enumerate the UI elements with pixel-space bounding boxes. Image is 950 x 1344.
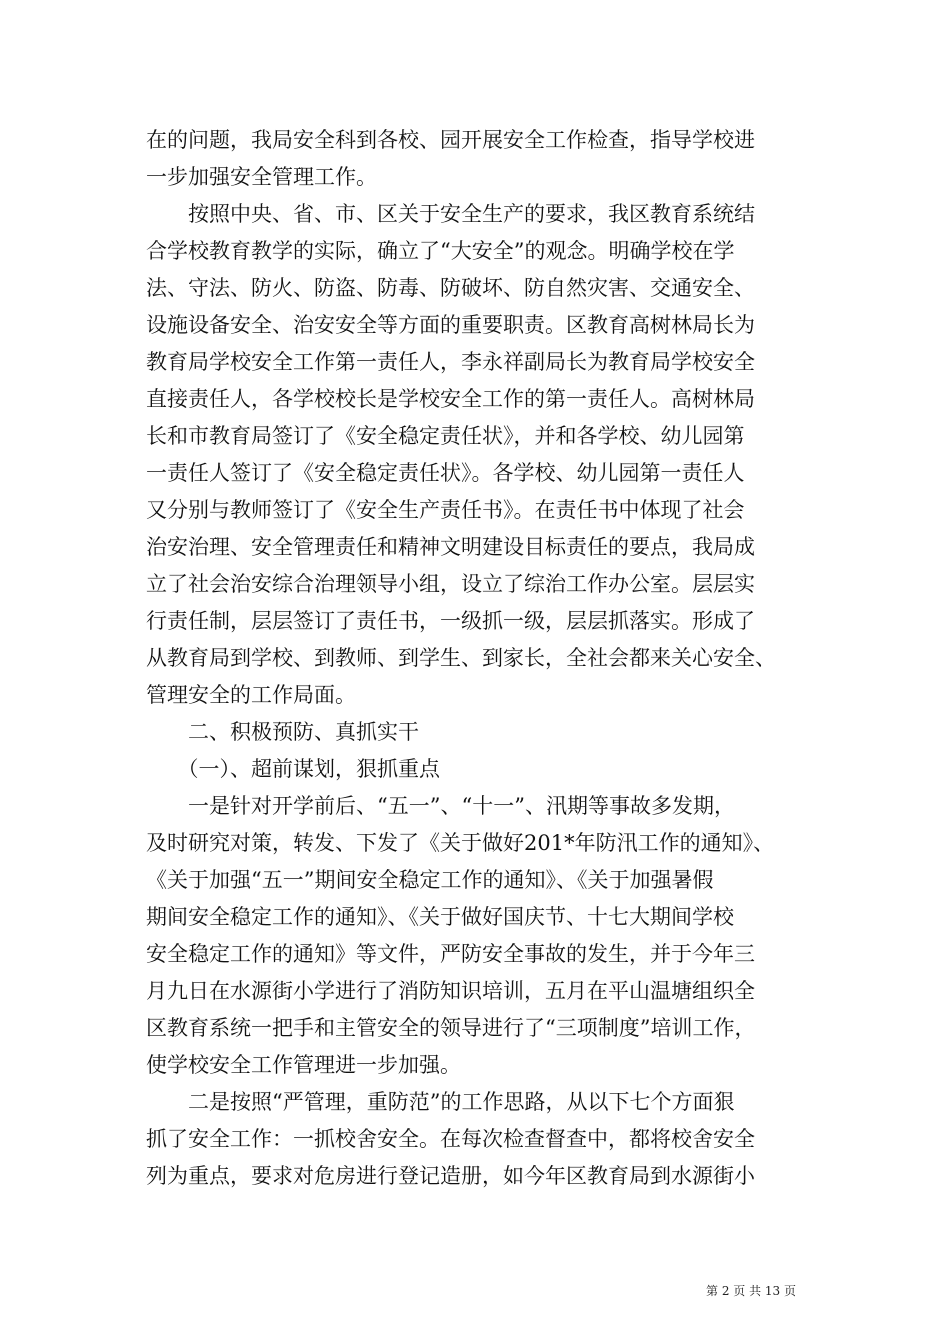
text-line: 管理安全的工作局面。 — [146, 683, 356, 707]
text-line: 从教育局到学校、到教师、到学生、到家长，全社会都来关心安全、 — [146, 646, 776, 670]
text-line: 《关于加强“五一”期间安全稳定工作的通知》、《关于加强暑假 — [146, 868, 714, 892]
text-line: 抓了安全工作：一抓校舍安全。在每次检查督查中，都将校舍安全 — [146, 1127, 755, 1151]
text-line: 一步加强安全管理工作。 — [146, 165, 377, 189]
text-line: 行责任制，层层签订了责任书，一级抓一级，层层抓落实。形成了 — [146, 609, 755, 633]
subsection-heading: （一）、超前谋划，狠抓重点 — [146, 757, 440, 781]
text-line: 一是针对开学前后、“五一”、“十一”、汛期等事故多发期， — [146, 794, 735, 818]
page-number-footer: 第 2 页 共 13 页 — [706, 1284, 796, 1298]
text-line: 使学校安全工作管理进一步加强。 — [146, 1053, 461, 1077]
text-line: 安全稳定工作的通知》等文件，严防安全事故的发生，并于今年三 — [146, 942, 755, 966]
text-line: 按照中央、省、市、区关于安全生产的要求，我区教育系统结 — [146, 202, 755, 226]
text-line: 直接责任人，各学校校长是学校安全工作的第一责任人。高树林局 — [146, 387, 755, 411]
text-line: 长和市教育局签订了《安全稳定责任状》，并和各学校、幼儿园第 — [146, 424, 745, 448]
text-line: 治安治理、安全管理责任和精神文明建设目标责任的要点，我局成 — [146, 535, 755, 559]
text-line: 在的问题，我局安全科到各校、园开展安全工作检查，指导学校进 — [146, 128, 755, 152]
text-line: 立了社会治安综合治理领导小组，设立了综治工作办公室。层层实 — [146, 572, 755, 596]
text-line: 一责任人签订了《安全稳定责任状》。各学校、幼儿园第一责任人 — [146, 461, 745, 485]
text-line: 及时研究对策，转发、下发了《关于做好201*年防汛工作的通知》、 — [146, 831, 775, 855]
text-line: 月九日在水源街小学进行了消防知识培训，五月在平山温塘组织全 — [146, 979, 755, 1003]
text-line: 设施设备安全、治安安全等方面的重要职责。区教育高树林局长为 — [146, 313, 755, 337]
text-line: 二是按照“严管理，重防范”的工作思路，从以下七个方面狠 — [146, 1090, 735, 1114]
text-line: 期间安全稳定工作的通知》、《关于做好国庆节、十七大期间学校 — [146, 905, 734, 929]
text-line: 法、守法、防火、防盗、防毒、防破坏、防自然灾害、交通安全、 — [146, 276, 755, 300]
text-line: 列为重点，要求对危房进行登记造册，如今年区教育局到水源街小 — [146, 1164, 755, 1188]
text-line: 合学校教育教学的实际，确立了“大安全”的观念。明确学校在学 — [146, 239, 735, 263]
text-line: 区教育系统一把手和主管安全的领导进行了“三项制度”培训工作， — [146, 1016, 756, 1040]
section-heading: 二、积极预防、真抓实干 — [146, 720, 419, 744]
text-line: 又分别与教师签订了《安全生产责任书》。在责任书中体现了社会 — [146, 498, 745, 522]
text-line: 教育局学校安全工作第一责任人，李永祥副局长为教育局学校安全 — [146, 350, 755, 374]
